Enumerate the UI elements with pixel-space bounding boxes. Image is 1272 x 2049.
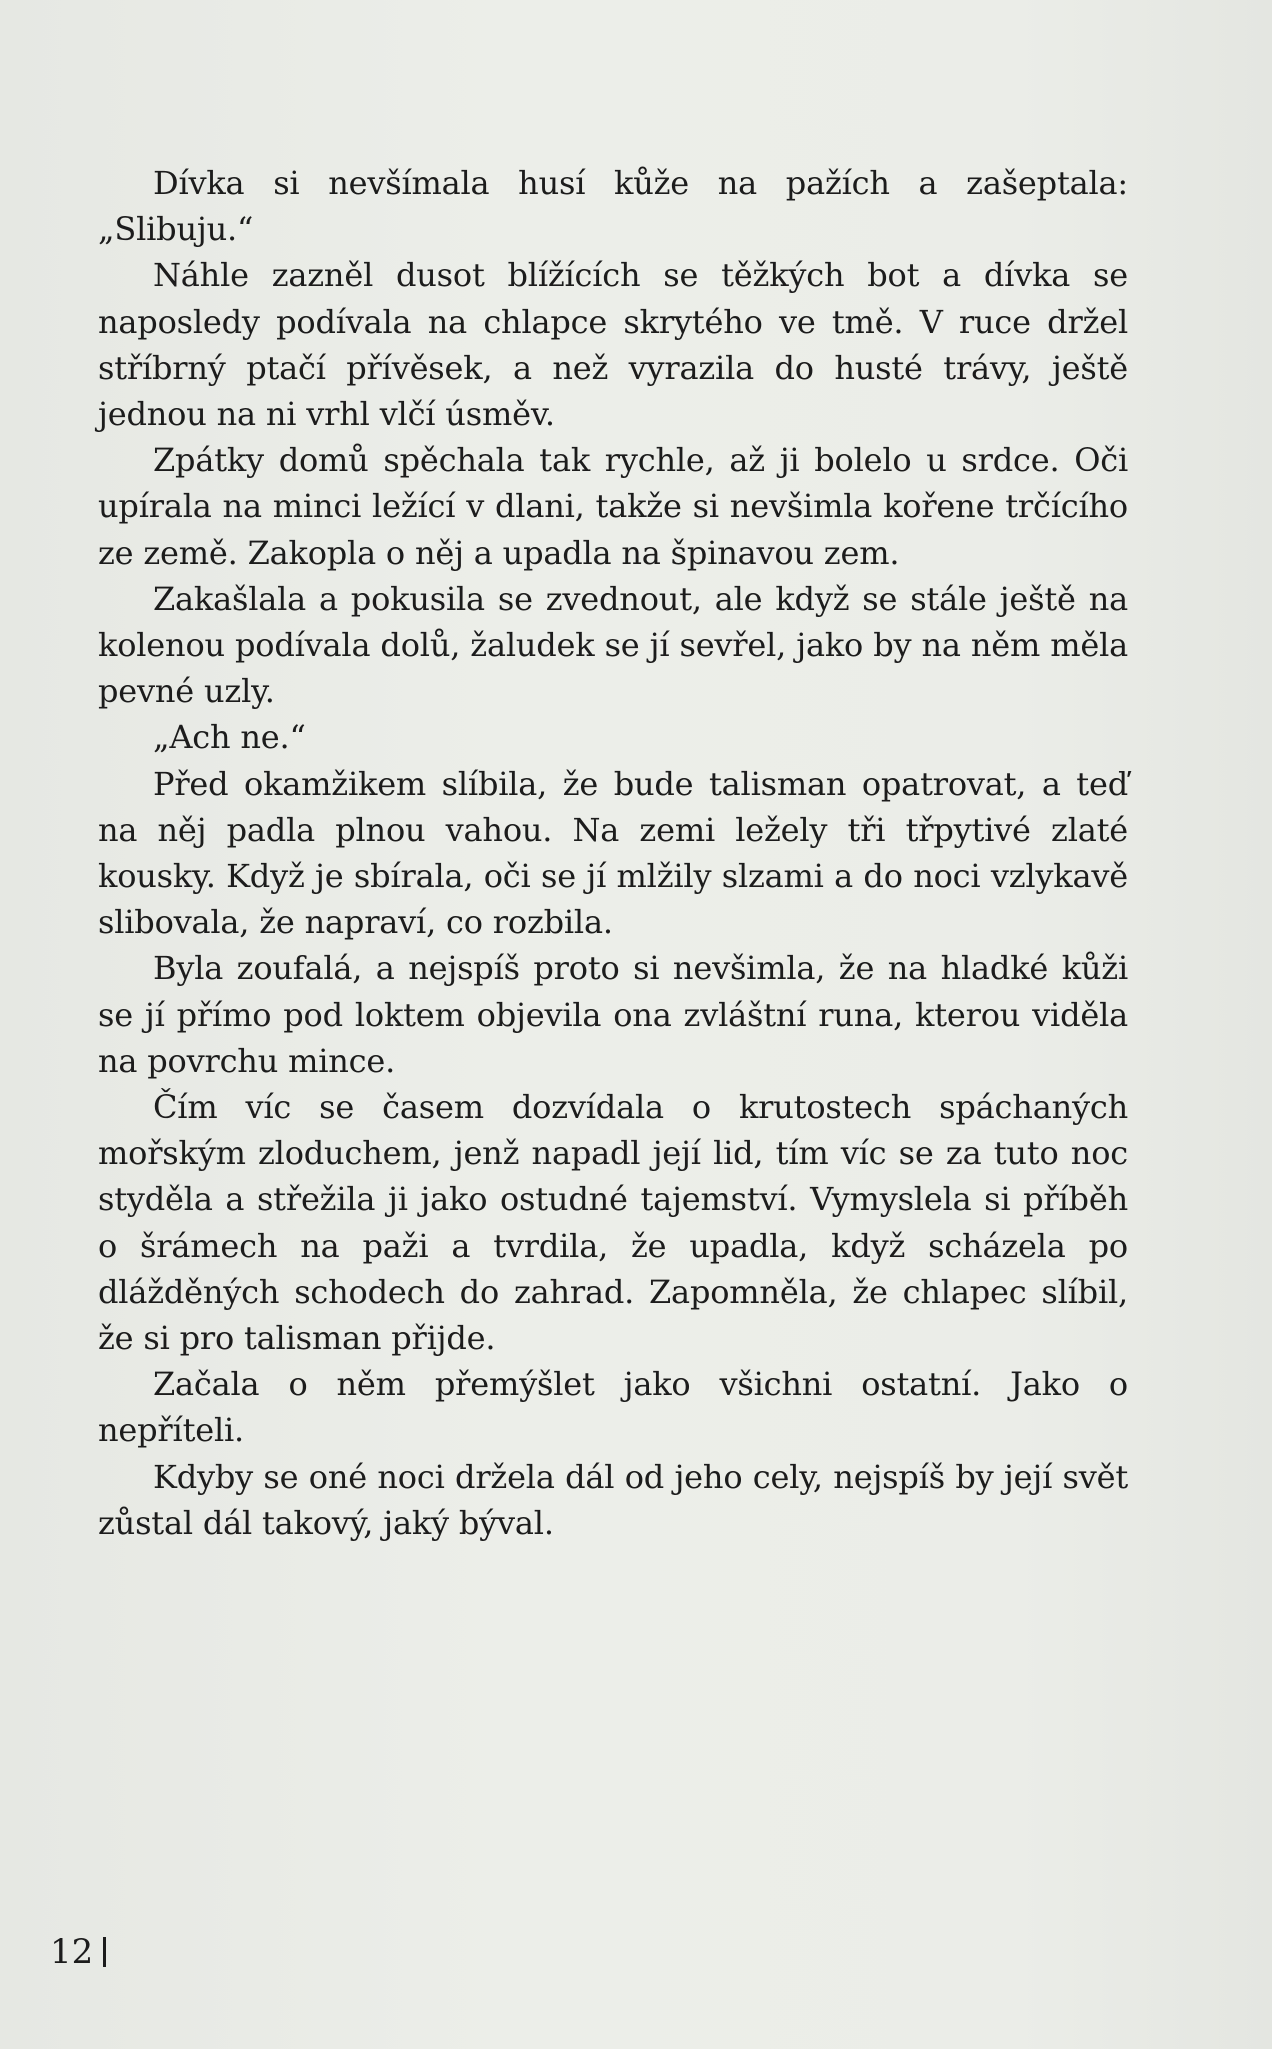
paragraph: Dívka si nevšímala husí kůže na pažích a zašeptala: „Slibuju.“ (98, 164, 1128, 249)
page-footer (50, 1932, 106, 1972)
paragraph: Náhle zazněl dusot blížících se těžkých bot a dívka se naposledy podívala na chlapce skrytého ve tmě. V ruce držel stříbrný ptačí přívěsek, a než vyrazila do husté trávy, ještě jednou na ni vrhl vlčí úsměv. (98, 256, 1128, 434)
paragraph: Zpátky domů spěchala tak rychle, až ji bolelo u srdce. Oči upírala na minci ležící v dlani, takže si nevšimla kořene trčícího ze země. Zakopla o něj a upadla na špinavou zem. (98, 441, 1128, 572)
paragraph: „Ach ne.“ (153, 718, 306, 757)
paragraph: Před okamžikem slíbila, že bude talisman opatrovat, a teď na něj padla plnou vahou. Na zemi ležely tři třpytivé zlaté kousky. Když je sbírala, oči se jí mlžily slzami a do noci vzlykavě slibovala, že napraví, co rozbila. (98, 764, 1128, 942)
body-text (98, 160, 1128, 1546)
paragraph: Čím víc se časem dozvídala o krutostech spáchaných mořským zloduchem, jenž napadl její lid, tím víc se za tuto noc styděla a střežila ji jako ostudné tajemství. Vymyslela si příběh o šrámech na paži a tvrdila, že upadla, když scházela po dlážděných schodech do zahrad. Zapomněla, že chlapec slíbil, že si pro talisman přijde. (98, 1088, 1128, 1358)
paragraph: Začala o něm přemýšlet jako všichni ostatní. Jako o nepříteli. (98, 1365, 1128, 1450)
footer-separator (103, 1937, 106, 1967)
paragraph: Zakašlala a pokusila se zvednout, ale když se stále ještě na kolenou podívala dolů, žaludek se jí sevřel, jako by na něm měla pevné uzly. (98, 579, 1128, 711)
paragraph: Kdyby se oné noci držela dál od jeho cely, nejspíš by její svět zůstal dál takový, jaký býval. (98, 1457, 1128, 1542)
page-number: 12 (50, 1932, 94, 1972)
paragraph: Byla zoufalá, a nejspíš proto si nevšimla, že na hladké kůži se jí přímo pod loktem objevila ona zvláštní runa, kterou viděla na povrchu mince. (98, 949, 1128, 1080)
